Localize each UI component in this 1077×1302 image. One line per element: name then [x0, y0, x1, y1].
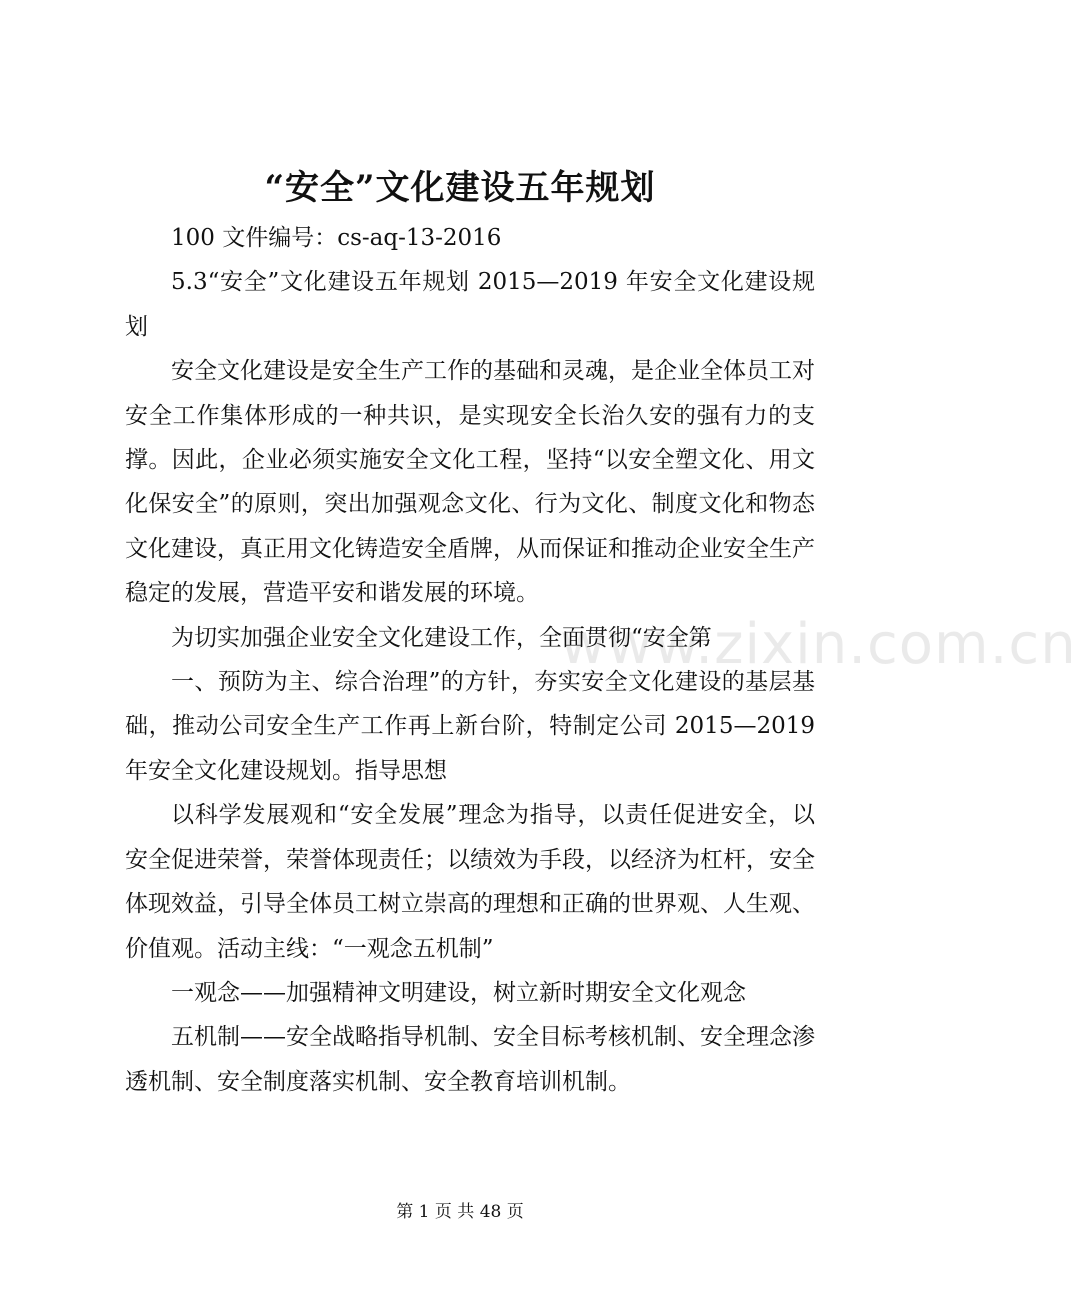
watermark-logo: www.zixin.com.cn: [560, 612, 1077, 677]
document-title: “安全”文化建设五年规划: [264, 168, 656, 208]
intro-paragraph: 安全文化建设是安全生产工作的基础和灵魂，是企业全体员工对安全工作集体形成的一种共识，是实现安全长治久安的强有力的支撑。因此，企业必须实施安全文化工程，坚持“以安全塑文化、用文化保安全”的原则，突出加强观念文化、行为文化、制度文化和物态文化建设，真正用文化铸造安全盾牌，从而保证和推动企业安全生产稳定的发展，营造平安和谐发展的环境。: [125, 358, 815, 607]
document-body: [125, 216, 815, 1104]
section-heading-paragraph: 5.3“安全”文化建设五年规划 2015—2019 年安全文化建设规划: [125, 269, 815, 340]
five-mechanisms-paragraph: 五机制——安全战略指导机制、安全目标考核机制、安全理念渗透机制、安全制度落实机制、安全教育培训机制。: [125, 1024, 815, 1095]
one-concept-paragraph: 一观念——加强精神文明建设，树立新时期安全文化观念: [171, 979, 746, 1006]
guiding-policy-paragraph: 一、预防为主、综合治理”的方针，夯实安全文化建设的基层基础，推动公司安全生产工作再上新台阶，特制定公司 2015—2019 年安全文化建设规划。指导思想: [125, 669, 815, 784]
file-number-paragraph: 100 文件编号：cs-aq-13-2016: [171, 225, 502, 251]
purpose-paragraph: 为切实加强企业安全文化建设工作，全面贯彻“安全第: [171, 624, 712, 651]
guiding-thought-paragraph: 以科学发展观和“安全发展”理念为指导，以责任促进安全，以安全促进荣誉，荣誉体现责任；以绩效为手段，以经济为杠杆，安全体现效益，引导全体员工树立崇高的理想和正确的世界观、人生观、价值观。活动主线：“一观念五机制”: [125, 802, 815, 962]
page-footer: 第 1 页 共 48 页: [396, 1202, 524, 1222]
